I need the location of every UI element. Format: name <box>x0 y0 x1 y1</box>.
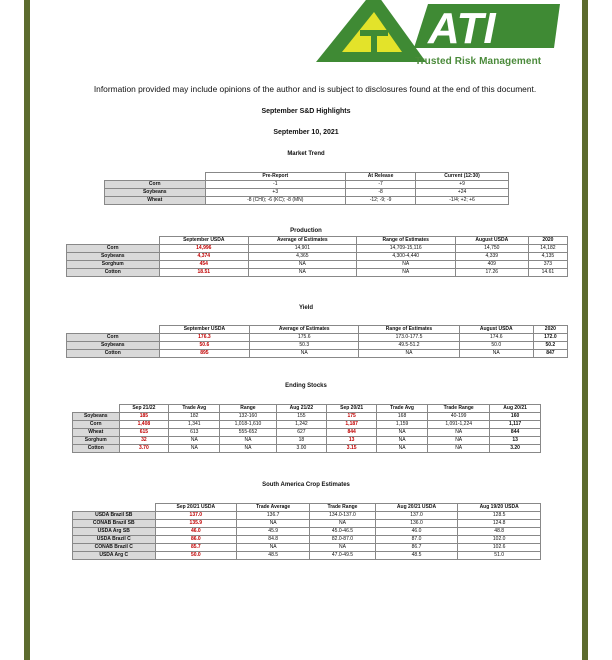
table-cell: 844 <box>327 429 377 437</box>
table-cell: -12; -9; -9 <box>346 197 416 205</box>
table-cell: NA <box>359 350 460 358</box>
table-cell: NA <box>428 437 490 445</box>
page-headline: September S&D Highlights <box>261 108 351 115</box>
table-cell: 173.0-177.5 <box>359 334 460 342</box>
column-header: Aug 21/22 <box>276 405 327 413</box>
column-header: Trade Range <box>428 405 490 413</box>
table-row <box>73 512 541 520</box>
table-cell: 1,159 <box>377 421 428 429</box>
table-cell: NA <box>169 445 220 453</box>
table-corner <box>105 173 206 181</box>
market-trend-table <box>104 172 509 205</box>
disclaimer: Information provided may include opinions of the author and is subject to disclosures found at the end of this document. <box>93 84 537 94</box>
table-corner <box>73 405 120 413</box>
row-label: Corn <box>67 334 160 342</box>
table-cell: NA <box>250 350 359 358</box>
production-title: Production <box>290 228 322 234</box>
table-cell: 50.0 <box>459 342 533 350</box>
table-cell: 136.0 <box>375 520 458 528</box>
table-cell: 168 <box>377 413 428 421</box>
table-row <box>73 445 541 453</box>
table-cell: 48.5 <box>237 552 310 560</box>
table-cell: 174.6 <box>459 334 533 342</box>
table-cell: 134.0-137.0 <box>310 512 375 520</box>
row-label: Soybeans <box>67 253 160 261</box>
table-cell: NA <box>220 437 276 445</box>
table-cell: 135.9 <box>155 520 237 528</box>
table-corner <box>67 326 160 334</box>
table-row <box>67 334 568 342</box>
table-cell: 1,187 <box>327 421 377 429</box>
table-row <box>73 421 541 429</box>
table-cell: NA <box>459 350 533 358</box>
table-corner <box>73 504 156 512</box>
table-cell: 627 <box>276 429 327 437</box>
table-row <box>105 181 509 189</box>
table-cell: 1,408 <box>119 421 169 429</box>
table-cell: -8 <box>346 189 416 197</box>
table-cell: 46.0 <box>155 528 237 536</box>
table-cell: NA <box>356 269 455 277</box>
table-cell: 14,996 <box>159 245 249 253</box>
table-cell: 847 <box>533 350 567 358</box>
row-label: Wheat <box>105 197 206 205</box>
table-cell: 454 <box>159 261 249 269</box>
row-label: CONAB Brazil C <box>73 544 156 552</box>
column-header: Sep 20/21 USDA <box>155 504 237 512</box>
row-label: Cotton <box>73 445 120 453</box>
table-header-row <box>73 405 541 413</box>
table-cell: 4,365 <box>249 253 356 261</box>
table-cell: 14,750 <box>455 245 528 253</box>
table-cell: 844 <box>490 429 541 437</box>
column-header: 2020 <box>528 237 567 245</box>
table-cell: 46.0 <box>375 528 458 536</box>
table-cell: 18 <box>276 437 327 445</box>
table-cell: 4,339 <box>455 253 528 261</box>
table-cell: 86.7 <box>375 544 458 552</box>
table-cell: 4,135 <box>528 253 567 261</box>
table-row <box>67 350 568 358</box>
table-cell: 3.20 <box>490 445 541 453</box>
table-header-row <box>67 237 568 245</box>
table-cell: 50.3 <box>250 342 359 350</box>
row-label: Wheat <box>73 429 120 437</box>
table-cell: NA <box>249 261 356 269</box>
table-cell: 555-652 <box>220 429 276 437</box>
table-cell: 182 <box>169 413 220 421</box>
table-cell: NA <box>237 544 310 552</box>
table-row <box>73 520 541 528</box>
table-row <box>73 544 541 552</box>
row-label: Sorghum <box>67 261 160 269</box>
table-row <box>67 261 568 269</box>
table-row <box>67 342 568 350</box>
table-row <box>73 429 541 437</box>
column-header: Sep 21/22 <box>119 405 169 413</box>
table-cell: 50.6 <box>159 342 250 350</box>
row-label: USDA Brazil C <box>73 536 156 544</box>
table-header-row <box>67 326 568 334</box>
column-header: At Release <box>346 173 416 181</box>
table-cell: 50.0 <box>155 552 237 560</box>
row-label: Soybeans <box>105 189 206 197</box>
yield-table <box>66 325 568 358</box>
table-row <box>67 253 568 261</box>
table-cell: 137.0 <box>375 512 458 520</box>
table-row <box>105 189 509 197</box>
table-cell: NA <box>377 445 428 453</box>
column-header: Pre-Report <box>205 173 346 181</box>
column-header: Trade Avg <box>377 405 428 413</box>
table-cell: 85.7 <box>155 544 237 552</box>
table-cell: 49.5-51.2 <box>359 342 460 350</box>
table-row <box>67 245 568 253</box>
table-cell: 175.6 <box>250 334 359 342</box>
table-corner <box>67 237 160 245</box>
table-cell: NA <box>220 445 276 453</box>
row-label: Soybeans <box>73 413 120 421</box>
table-cell: 14,182 <box>528 245 567 253</box>
table-cell: 87.0 <box>375 536 458 544</box>
table-cell: +3 <box>205 189 346 197</box>
column-header: Range of Estimates <box>359 326 460 334</box>
table-cell: NA <box>237 520 310 528</box>
column-header: September USDA <box>159 326 250 334</box>
report-date: September 10, 2021 <box>273 129 339 136</box>
table-cell: 102.0 <box>458 536 541 544</box>
table-cell: 4,300-4,440 <box>356 253 455 261</box>
row-label: Cotton <box>67 350 160 358</box>
table-cell: 86.0 <box>155 536 237 544</box>
column-header: August USDA <box>459 326 533 334</box>
table-cell: NA <box>377 429 428 437</box>
logo-brand-text: ATI <box>428 4 496 53</box>
table-cell: NA <box>356 261 455 269</box>
table-row <box>73 413 541 421</box>
table-cell: 45.9 <box>237 528 310 536</box>
column-header: Range of Estimates <box>356 237 455 245</box>
table-cell: 17.26 <box>455 269 528 277</box>
table-cell: 1,242 <box>276 421 327 429</box>
table-cell: 102.6 <box>458 544 541 552</box>
table-cell: NA <box>377 437 428 445</box>
table-cell: 84.8 <box>237 536 310 544</box>
column-header: Trade Avg <box>169 405 220 413</box>
table-cell: NA <box>428 445 490 453</box>
row-label: Cotton <box>67 269 160 277</box>
table-cell: 47.0-49.5 <box>310 552 375 560</box>
column-header: Average of Estimates <box>250 326 359 334</box>
table-row <box>73 437 541 445</box>
row-label: USDA Brazil SB <box>73 512 156 520</box>
table-cell: 1,341 <box>169 421 220 429</box>
table-cell: 3.15 <box>327 445 377 453</box>
table-cell: NA <box>169 437 220 445</box>
page-border-right <box>582 0 588 660</box>
table-row <box>73 552 541 560</box>
table-cell: 18.51 <box>159 269 249 277</box>
table-cell: 48.8 <box>458 528 541 536</box>
table-cell: 176.3 <box>159 334 250 342</box>
row-label: USDA Arg SB <box>73 528 156 536</box>
table-cell: 124.8 <box>458 520 541 528</box>
column-header: Current (12:30) <box>416 173 509 181</box>
market-trend-title: Market Trend <box>287 151 325 157</box>
table-cell: -7 <box>346 181 416 189</box>
table-cell: NA <box>310 544 375 552</box>
table-header-row <box>73 504 541 512</box>
column-header: Sep 20/21 <box>327 405 377 413</box>
table-cell: 185 <box>119 413 169 421</box>
row-label: Corn <box>67 245 160 253</box>
column-header: Aug 19/20 USDA <box>458 504 541 512</box>
ending-stocks-title: Ending Stocks <box>285 383 327 389</box>
table-cell: 155 <box>276 413 327 421</box>
column-header: Range <box>220 405 276 413</box>
table-cell: 172.0 <box>533 334 567 342</box>
table-cell: 615 <box>119 429 169 437</box>
table-cell: 895 <box>159 350 250 358</box>
row-label: Corn <box>73 421 120 429</box>
table-cell: 1,018-1,610 <box>220 421 276 429</box>
table-cell: 82.0-87.0 <box>310 536 375 544</box>
table-cell: 50.2 <box>533 342 567 350</box>
column-header: August USDA <box>455 237 528 245</box>
table-cell: 14.61 <box>528 269 567 277</box>
production-table <box>66 236 568 277</box>
table-cell: 3.70 <box>119 445 169 453</box>
table-row <box>73 528 541 536</box>
table-cell: 4,374 <box>159 253 249 261</box>
logo-tagline: Trusted Risk Management <box>415 56 542 67</box>
south-america-title: South America Crop Estimates <box>262 482 350 488</box>
table-cell: NA <box>249 269 356 277</box>
table-cell: 409 <box>455 261 528 269</box>
table-cell: 32 <box>119 437 169 445</box>
table-cell: NA <box>428 429 490 437</box>
table-cell: 13 <box>490 437 541 445</box>
row-label: Sorghum <box>73 437 120 445</box>
table-cell: 14,709-15,116 <box>356 245 455 253</box>
table-cell: +24 <box>416 189 509 197</box>
table-cell: 51.0 <box>458 552 541 560</box>
table-cell: 1,091-1,224 <box>428 421 490 429</box>
row-label: CONAB Brazil SB <box>73 520 156 528</box>
table-cell: 136.7 <box>237 512 310 520</box>
table-row <box>67 269 568 277</box>
column-header: Aug 20/21 USDA <box>375 504 458 512</box>
table-cell: 45.0-46.5 <box>310 528 375 536</box>
table-cell: 137.0 <box>155 512 237 520</box>
column-header: September USDA <box>159 237 249 245</box>
column-header: Trade Range <box>310 504 375 512</box>
table-cell: -1 <box>205 181 346 189</box>
table-cell: 40-199 <box>428 413 490 421</box>
table-header-row <box>105 173 509 181</box>
table-row <box>73 536 541 544</box>
table-cell: 1,117 <box>490 421 541 429</box>
row-label: Soybeans <box>67 342 160 350</box>
column-header: Aug 20/21 <box>490 405 541 413</box>
table-cell: -8 (CHI); -6 (KC); -8 (MN) <box>205 197 346 205</box>
table-cell: -1/4; +2; +6 <box>416 197 509 205</box>
table-cell: 14,901 <box>249 245 356 253</box>
table-cell: +9 <box>416 181 509 189</box>
table-cell: 132-160 <box>220 413 276 421</box>
table-cell: 175 <box>327 413 377 421</box>
column-header: Average of Estimates <box>249 237 356 245</box>
page-border-left <box>24 0 30 660</box>
table-cell: 373 <box>528 261 567 269</box>
table-cell: 128.5 <box>458 512 541 520</box>
ending-stocks-table <box>72 404 541 453</box>
table-cell: 48.5 <box>375 552 458 560</box>
table-cell: 13 <box>327 437 377 445</box>
column-header: Trade Average <box>237 504 310 512</box>
table-cell: 613 <box>169 429 220 437</box>
table-row <box>105 197 509 205</box>
south-america-table <box>72 503 541 560</box>
yield-title: Yield <box>298 305 314 311</box>
table-cell: NA <box>310 520 375 528</box>
table-cell: 3.00 <box>276 445 327 453</box>
row-label: Corn <box>105 181 206 189</box>
row-label: USDA Arg C <box>73 552 156 560</box>
column-header: 2020 <box>533 326 567 334</box>
table-cell: 160 <box>490 413 541 421</box>
